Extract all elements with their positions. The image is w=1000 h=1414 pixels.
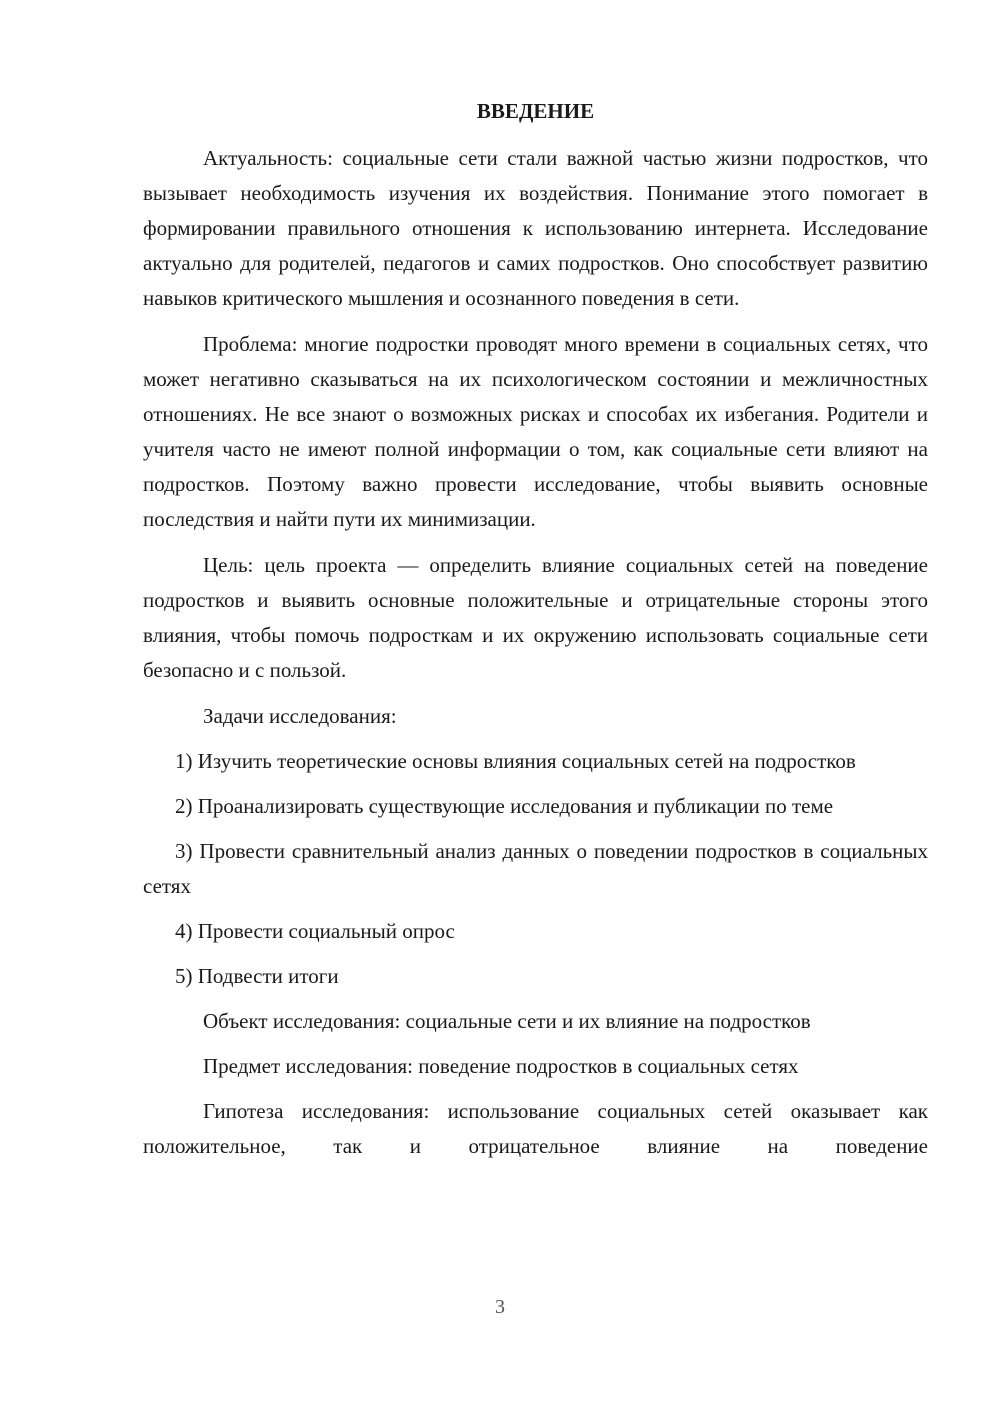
- document-page: [143, 94, 928, 1175]
- page-title: ВВЕДЕНИЕ: [476, 99, 595, 123]
- research-hypothesis: Гипотеза исследования: использование социальных сетей оказывает как положительное, так и отрицательное влияние на поведение: [143, 1099, 928, 1158]
- problem-paragraph: Проблема: многие подростки проводят много времени в социальных сетях, что может негативно сказываться на их психологическом состоянии и межличностных отношениях. Не все знают о возможных рисках и способах их избегания. Родители и учителя часто не имеют полной информации о том, как социальные сети влияют на подростков. Поэтому важно провести исследование, чтобы выявить основные последствия и найти пути их минимизации.: [143, 332, 928, 531]
- task-item: 1) Изучить теоретические основы влияния социальных сетей на подростков: [175, 749, 856, 773]
- research-subject: Предмет исследования: поведение подростков в социальных сетях: [203, 1054, 799, 1078]
- tasks-heading: Задачи исследования:: [203, 704, 397, 728]
- task-item: 5) Подвести итоги: [175, 964, 339, 988]
- task-item: 3) Провести сравнительный анализ данных о поведении подростков в социальных сетях: [143, 839, 928, 898]
- research-object: Объект исследования: социальные сети и их влияние на подростков: [203, 1009, 811, 1033]
- task-item: 4) Провести социальный опрос: [175, 919, 455, 943]
- goal-paragraph: Цель: цель проекта — определить влияние социальных сетей на поведение подростков и выявить основные положительные и отрицательные стороны этого влияния, чтобы помочь подросткам и их окружению использовать социальные сети безопасно и с пользой.: [143, 553, 928, 682]
- task-item: 2) Проанализировать существующие исследования и публикации по теме: [175, 794, 834, 818]
- relevance-paragraph: Актуальность: социальные сети стали важной частью жизни подростков, что вызывает необходимость изучения их воздействия. Понимание этого помогает в формировании правильного отношения к использованию интернета. Исследование актуально для родителей, педагогов и самих подростков. Оно способствует развитию навыков критического мышления и осознанного поведения в сети.: [143, 146, 928, 310]
- page-number: 3: [495, 1296, 505, 1318]
